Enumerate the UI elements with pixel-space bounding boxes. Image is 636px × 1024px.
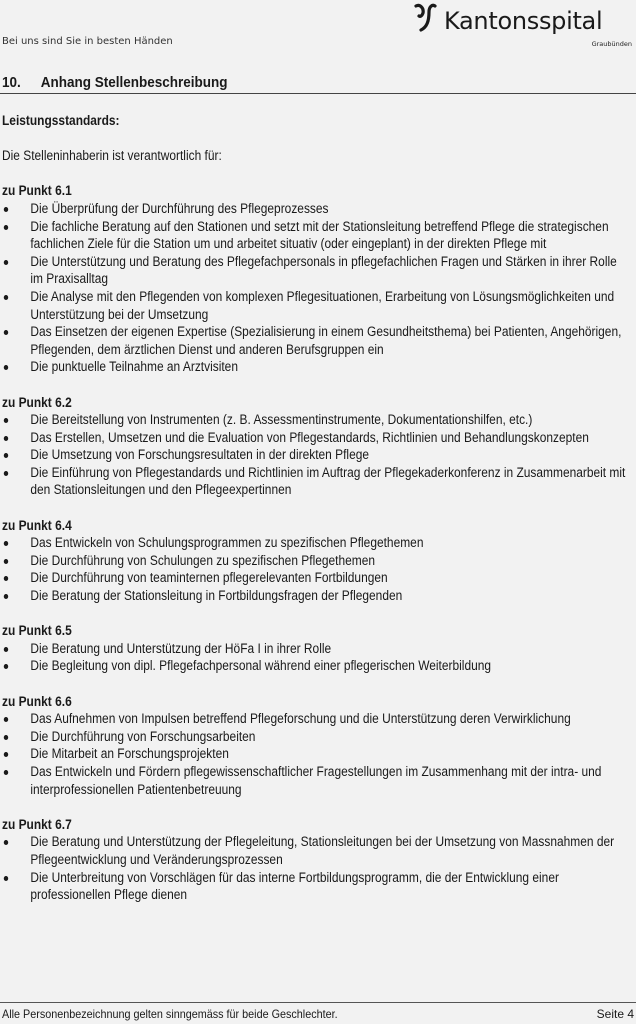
bullet-icon [4, 418, 8, 423]
list-item [2, 323, 632, 358]
bullet-icon [4, 717, 8, 722]
responsibility-group [2, 693, 632, 799]
list-item [2, 534, 632, 552]
list-item-text: Die Überprüfung der Durchführung des Pflegeprozesses [30, 200, 329, 216]
document-content [2, 112, 632, 921]
list-item-text: Die Einführung von Pflegestandards und Richtlinien im Auftrag der Pflegekaderkonferenz in Zusammenarbeit mit den Stationsleitungen und den Pflegeexpertinnen [30, 464, 626, 498]
bullet-icon [4, 471, 8, 476]
list-item [2, 411, 632, 429]
footer-note: Alle Personenbezeichnung gelten sinngemäss für beide Geschlechter. [2, 1007, 338, 1021]
list-item-text: Die fachliche Beratung auf den Stationen und setzt mit der Stationsleitung betreffend Pflege die strategischen fachlichen Ziele für die Station um und arbeitet situativ (oder eingeplant) in der direkten Pflege mit [30, 218, 609, 252]
bullet-list [2, 833, 632, 903]
list-item-text: Die punktuelle Teilnahme an Arztvisiten [30, 359, 238, 375]
bullet-icon [4, 559, 8, 564]
list-item [2, 464, 632, 499]
kantonsspital-logo-mark-icon [414, 3, 438, 33]
section-title-text: Anhang Stellenbeschreibung [40, 74, 228, 91]
list-item [2, 569, 632, 587]
bullet-icon [4, 453, 8, 458]
responsibility-group [2, 517, 632, 605]
list-item-text: Die Bereitstellung von Instrumenten (z. B. Assessmentinstrumente, Dokumentationshilfen, etc.) [30, 412, 533, 428]
list-item [2, 358, 632, 376]
intro-text: Die Stelleninhaberin ist verantwortlich für: [2, 148, 222, 164]
list-item [2, 253, 632, 288]
list-item [2, 587, 632, 605]
bullet-list [2, 534, 632, 604]
list-item [2, 218, 632, 253]
bullet-icon [4, 770, 8, 775]
group-heading: zu Punkt 6.2 [2, 394, 72, 410]
bullet-icon [4, 365, 8, 370]
bullet-list [2, 200, 632, 376]
list-item [2, 657, 632, 675]
list-item [2, 745, 632, 763]
bullet-icon [4, 594, 8, 599]
group-heading: zu Punkt 6.7 [2, 816, 72, 832]
list-item-text: Die Beratung und Unterstützung der Pflegeleitung, Stationsleitungen bei der Umsetzung von Massnahmen der Pflegeentwicklung und Veränderungsprozessen [30, 834, 615, 867]
page-number: Seite 4 [596, 1007, 634, 1021]
bullet-icon [4, 330, 8, 335]
title-divider [0, 93, 636, 94]
list-item [2, 552, 632, 570]
list-item-text: Die Durchführung von Forschungsarbeiten [30, 728, 256, 744]
list-item-text: Die Umsetzung von Forschungsresultaten in der direkten Pflege [30, 447, 370, 463]
kantonsspital-logo [414, 3, 636, 47]
group-heading: zu Punkt 6.5 [2, 623, 72, 639]
responsibility-group [2, 622, 632, 675]
bullet-icon [4, 664, 8, 669]
list-item [2, 763, 632, 798]
responsibility-group [2, 394, 632, 500]
group-heading: zu Punkt 6.6 [2, 693, 72, 709]
footer-divider [0, 1002, 636, 1003]
logo-name: Kantonsspital [444, 7, 603, 35]
list-item [2, 728, 632, 746]
bullet-icon [4, 735, 8, 740]
list-item-text: Das Entwickeln von Schulungsprogrammen zu spezifischen Pflegethemen [30, 535, 424, 551]
bullet-icon [4, 436, 8, 441]
bullet-icon [4, 576, 8, 581]
list-item-text: Das Einsetzen der eigenen Expertise (Spezialisierung in einem Gesundheitsthema) bei Patienten, Angehörigen, Pflegenden, dem ärztlichen Dienst und anderen Berufsgruppen ein [30, 324, 622, 357]
list-item-text: Das Erstellen, Umsetzen und die Evaluation von Pflegestandards, Richtlinien und Behandlungskonzepten [30, 429, 589, 445]
bullet-list [2, 640, 632, 675]
responsibility-groups [2, 182, 632, 903]
list-item [2, 640, 632, 658]
list-item-text: Das Entwickeln und Fördern pflegewissenschaftlicher Fragestellungen im Zusammenhang mit der intra- und interprofessionellen Patientenbetreuung [30, 763, 602, 797]
list-item-text: Das Aufnehmen von Impulsen betreffend Pflegeforschung und die Unterstützung deren Verwirklichung [30, 711, 571, 727]
list-item-text: Die Beratung und Unterstützung der HöFa I in ihrer Rolle [30, 640, 332, 656]
bullet-icon [4, 541, 8, 546]
list-item [2, 200, 632, 218]
list-item-text: Die Begleitung von dipl. Pflegefachpersonal während einer pflegerischen Weiterbildung [30, 658, 492, 674]
bullet-icon [4, 752, 8, 757]
header-tagline: Bei uns sind Sie in besten Händen [2, 36, 173, 47]
section-number: 10. [2, 74, 21, 91]
list-item [2, 446, 632, 464]
list-item [2, 710, 632, 728]
bullet-list [2, 411, 632, 499]
bullet-icon [4, 647, 8, 652]
bullet-list [2, 710, 632, 798]
bullet-icon [4, 225, 8, 230]
list-item [2, 288, 632, 323]
logo-subtitle: Graubünden [591, 40, 632, 48]
list-item-text: Die Durchführung von Schulungen zu spezifischen Pflegethemen [30, 552, 376, 568]
list-item [2, 833, 632, 868]
bullet-icon [4, 260, 8, 265]
responsibility-group [2, 182, 632, 376]
list-item-text: Die Unterbreitung von Vorschlägen für das interne Fortbildungsprogramm, die der Entwicklung einer professionellen Pflege dienen [30, 869, 559, 903]
group-heading: zu Punkt 6.1 [2, 183, 72, 199]
list-item-text: Die Beratung der Stationsleitung in Fortbildungsfragen der Pflegenden [30, 588, 403, 604]
bullet-icon [4, 840, 8, 845]
list-item-text: Die Mitarbeit an Forschungsprojekten [30, 746, 229, 762]
bullet-icon [4, 295, 8, 300]
responsibility-group [2, 816, 632, 904]
bullet-icon [4, 876, 8, 881]
list-item-text: Die Analyse mit den Pflegenden von komplexen Pflegesituationen, Erarbeitung von Lösungsmöglichkeiten und Unterstützung bei der Umsetzung [30, 288, 615, 322]
bullet-icon [4, 207, 8, 212]
subheading: Leistungsstandards: [2, 113, 120, 128]
list-item [2, 869, 632, 904]
list-item-text: Die Durchführung von teaminternen pflegerelevanten Fortbildungen [30, 570, 388, 586]
group-heading: zu Punkt 6.4 [2, 517, 72, 533]
section-title [2, 74, 573, 92]
list-item-text: Die Unterstützung und Beratung des Pflegefachpersonals in pflegefachlichen Fragen und Stärken in ihrer Rolle im Praxisalltag [30, 253, 617, 287]
list-item [2, 429, 632, 447]
